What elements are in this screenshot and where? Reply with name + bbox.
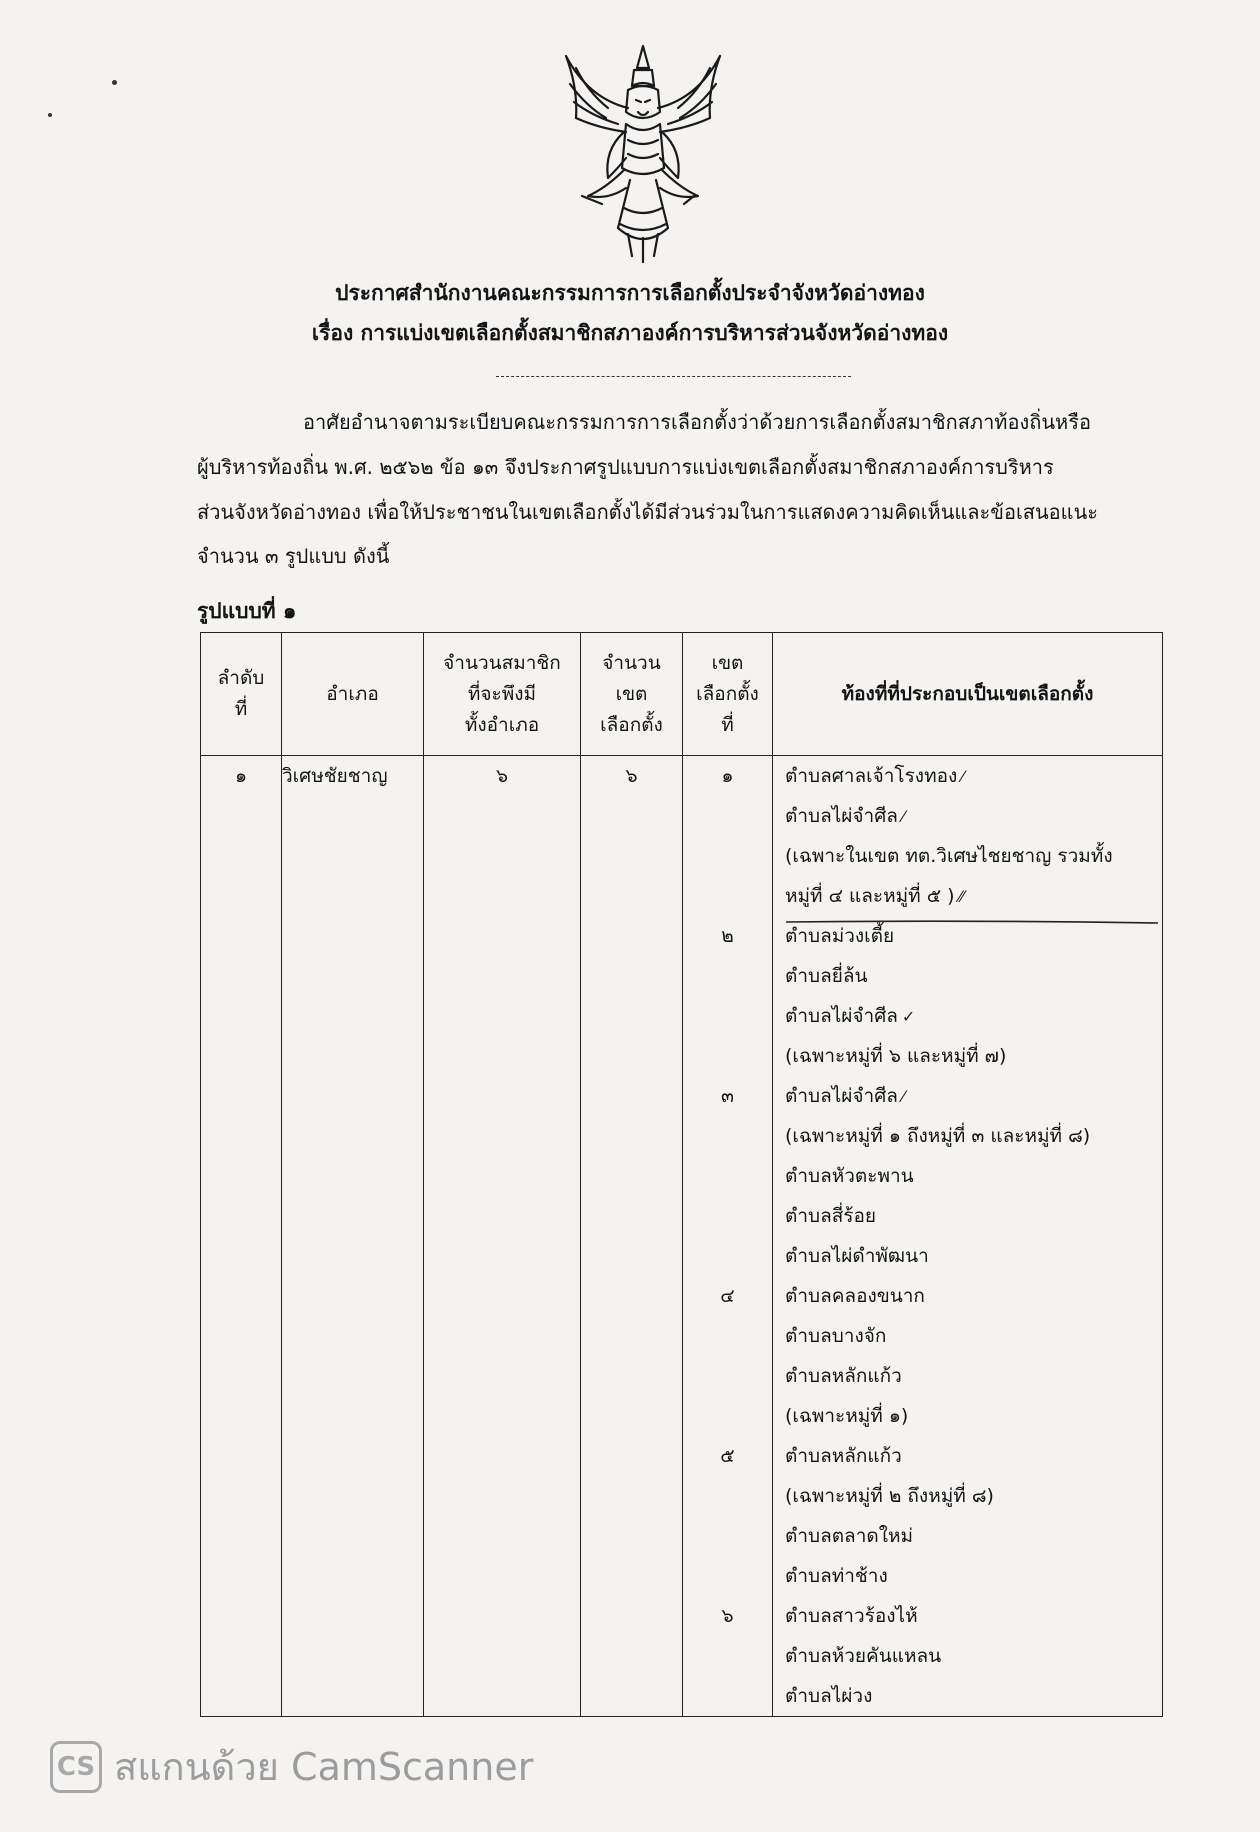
zone-number-spacer bbox=[683, 996, 772, 1036]
format-label: รูปแบบที่ ๑ bbox=[197, 599, 297, 623]
area-text: หมู่ที่ ๔ และหมู่ที่ ๕ ) bbox=[785, 885, 955, 907]
header-members: จำนวนสมาชิก ที่จะพึงมี ทั้งอำเภอ bbox=[424, 633, 581, 756]
zone-number-spacer bbox=[683, 1476, 772, 1516]
check-mark-icon: ⁄⁄ bbox=[958, 887, 964, 906]
area-text: (เฉพาะในเขต ทต.วิเศษไชยชาญ รวมทั้ง bbox=[785, 845, 1113, 867]
cell-zone-numbers bbox=[683, 756, 773, 1717]
area-text: ตำบลหลักแก้ว bbox=[785, 1445, 902, 1467]
cell-areas bbox=[773, 756, 1163, 1717]
header-areas: ท้องที่ที่ประกอบเป็นเขตเลือกตั้ง bbox=[773, 633, 1163, 756]
area-line bbox=[773, 1636, 1162, 1676]
title-divider bbox=[496, 376, 851, 377]
area-line bbox=[773, 1196, 1162, 1236]
area-text: (เฉพาะหมู่ที่ ๖ และหมู่ที่ ๗) bbox=[785, 1045, 1007, 1067]
camscanner-logo-icon: CS bbox=[50, 1741, 102, 1793]
check-mark-icon: ⁄ bbox=[961, 767, 964, 786]
area-line bbox=[773, 1476, 1162, 1516]
body-line: ผู้บริหารท้องถิ่น พ.ศ. ๒๕๖๒ ข้อ ๑๓ จึงประกาศรูปแบบการแบ่งเขตเลือกตั้งสมาชิกสภาองค์การบริหาร bbox=[197, 455, 1054, 479]
zone-number-spacer bbox=[683, 836, 772, 876]
area-line bbox=[773, 1036, 1162, 1076]
handwritten-underline bbox=[786, 920, 1158, 924]
body-line: จำนวน ๓ รูปแบบ ดังนี้ bbox=[197, 544, 390, 568]
zone-number-spacer bbox=[683, 1556, 772, 1596]
area-text: (เฉพาะหมู่ที่ ๑) bbox=[785, 1405, 909, 1427]
zone-number-spacer bbox=[683, 1316, 772, 1356]
table-row bbox=[201, 756, 1163, 1717]
area-line bbox=[773, 1276, 1162, 1316]
body-line: ส่วนจังหวัดอ่างทอง เพื่อให้ประชาชนในเขตเลือกตั้งได้มีส่วนร่วมในการแสดงความคิดเห็นและข้อเสนอแนะ bbox=[197, 500, 1098, 524]
area-text: ตำบลบางจัก bbox=[785, 1325, 887, 1347]
check-mark-icon: ⁄ bbox=[901, 1087, 905, 1106]
zone-number-spacer bbox=[683, 956, 772, 996]
area-text: ตำบลศาลเจ้าโรงทอง bbox=[785, 765, 958, 787]
area-line bbox=[773, 796, 1162, 836]
zone-number-spacer bbox=[683, 1676, 772, 1716]
area-text: ตำบลม่วงเตี้ย bbox=[785, 925, 895, 947]
area-text: ตำบลไผ่จำศีล bbox=[785, 805, 898, 827]
zone-number-spacer bbox=[683, 1516, 772, 1556]
area-line bbox=[773, 1396, 1162, 1436]
zone-number: ๑ bbox=[721, 765, 734, 787]
scan-speck bbox=[48, 113, 52, 117]
zone-number-spacer bbox=[683, 876, 772, 916]
area-line bbox=[773, 1676, 1162, 1716]
area-line bbox=[773, 1556, 1162, 1596]
area-text: ตำบลท่าช้าง bbox=[785, 1565, 888, 1587]
area-text: ตำบลหลักแก้ว bbox=[785, 1365, 902, 1387]
check-mark-icon: ✓ bbox=[901, 1007, 916, 1026]
area-text: ตำบลตลาดใหม่ bbox=[785, 1525, 914, 1547]
cell-amphoe: วิเศษชัยชาญ bbox=[282, 756, 424, 1717]
area-text: ตำบลห้วยคันแหลน bbox=[785, 1645, 942, 1667]
zone-number-spacer bbox=[683, 1196, 772, 1236]
area-text: ตำบลไผ่จำศีล bbox=[785, 1085, 898, 1107]
area-line bbox=[773, 1356, 1162, 1396]
zone-number-spacer bbox=[683, 1156, 772, 1196]
area-text: ตำบลไผ่จำศีล bbox=[785, 1005, 898, 1027]
area-line bbox=[773, 1516, 1162, 1556]
zone-number-spacer bbox=[683, 1396, 772, 1436]
table-header-row bbox=[201, 633, 1163, 756]
area-text: ตำบลยี่ล้น bbox=[785, 965, 868, 987]
zone-number: ๒ bbox=[721, 925, 734, 947]
area-line bbox=[773, 1156, 1162, 1196]
header-zone-no: เขต เลือกตั้ง ที่ bbox=[683, 633, 773, 756]
area-text: (เฉพาะหมู่ที่ ๒ ถึงหมู่ที่ ๘) bbox=[785, 1485, 994, 1507]
area-line bbox=[773, 876, 1162, 916]
area-text: ตำบลคลองขนาก bbox=[785, 1285, 925, 1307]
cell-seq: ๑ bbox=[201, 756, 282, 1717]
area-line bbox=[773, 1436, 1162, 1476]
area-line bbox=[773, 1076, 1162, 1116]
area-line bbox=[773, 1316, 1162, 1356]
check-mark-icon: ⁄ bbox=[901, 807, 905, 826]
area-text: ตำบลไผ่วง bbox=[785, 1685, 873, 1707]
zone-number-spacer bbox=[683, 1036, 772, 1076]
announcement-title: ประกาศสำนักงานคณะกรรมการการเลือกตั้งประจำจังหวัดอ่างทอง bbox=[335, 281, 925, 305]
area-text: ตำบลสาวร้องไห้ bbox=[785, 1605, 918, 1627]
area-text: ตำบลหัวตะพาน bbox=[785, 1165, 914, 1187]
zone-number-spacer bbox=[683, 1116, 772, 1156]
cell-members: ๖ bbox=[424, 756, 581, 1717]
zone-number: ๕ bbox=[720, 1445, 735, 1467]
area-line bbox=[773, 1116, 1162, 1156]
area-line bbox=[773, 956, 1162, 996]
zone-number-spacer bbox=[683, 1356, 772, 1396]
area-line bbox=[773, 1236, 1162, 1276]
announcement-subject: เรื่อง การแบ่งเขตเลือกตั้งสมาชิกสภาองค์การบริหารส่วนจังหวัดอ่างทอง bbox=[311, 321, 949, 345]
zone-number-spacer bbox=[683, 796, 772, 836]
area-line bbox=[773, 756, 1162, 796]
body-line: อาศัยอำนาจตามระเบียบคณะกรรมการการเลือกตั้งว่าด้วยการเลือกตั้งสมาชิกสภาท้องถิ่นหรือ bbox=[303, 410, 1091, 434]
zone-number: ๔ bbox=[720, 1285, 735, 1307]
area-text: ตำบลไผ่ดำพัฒนา bbox=[785, 1245, 929, 1267]
header-amphoe: อำเภอ bbox=[282, 633, 424, 756]
zone-number: ๓ bbox=[721, 1085, 734, 1107]
header-seq: ลำดับ ที่ bbox=[201, 633, 282, 756]
area-line bbox=[773, 1596, 1162, 1636]
area-line bbox=[773, 996, 1162, 1036]
area-text: (เฉพาะหมู่ที่ ๑ ถึงหมู่ที่ ๓ และหมู่ที่ ๘) bbox=[785, 1125, 1091, 1147]
scanner-watermark bbox=[50, 1736, 533, 1797]
zone-number-spacer bbox=[683, 1236, 772, 1276]
area-text: ตำบลสี่ร้อย bbox=[785, 1205, 877, 1227]
zone-number-spacer bbox=[683, 1636, 772, 1676]
zone-number: ๖ bbox=[721, 1605, 734, 1627]
header-zone-count: จำนวน เขต เลือกตั้ง bbox=[581, 633, 683, 756]
garuda-emblem-icon bbox=[548, 28, 738, 268]
scan-speck bbox=[112, 80, 117, 85]
area-line bbox=[773, 836, 1162, 876]
district-table bbox=[200, 632, 1163, 1717]
cell-zone-count: ๖ bbox=[581, 756, 683, 1717]
scanner-text: สแกนด้วย CamScanner bbox=[114, 1745, 534, 1789]
